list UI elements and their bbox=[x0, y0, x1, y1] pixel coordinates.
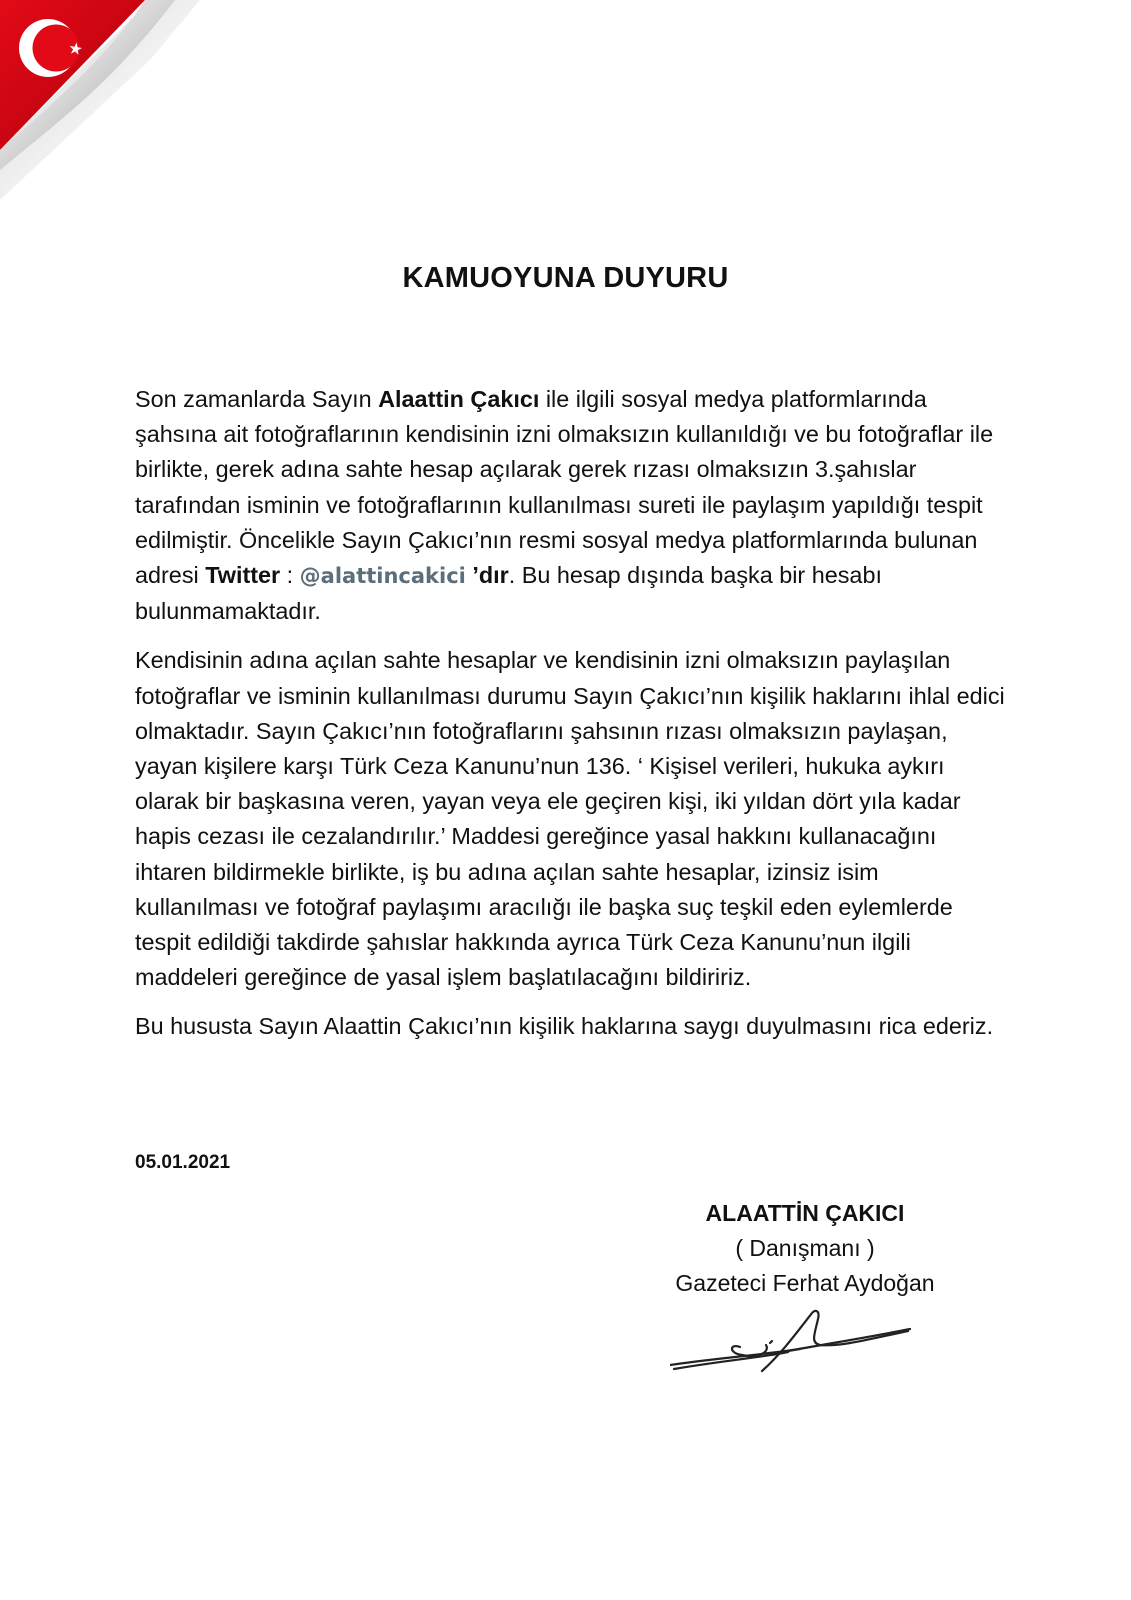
p1-text-3: : bbox=[280, 562, 300, 589]
paragraph-3: Bu hususta Sayın Alaattin Çakıcı’nın kişilik haklarına saygı duyulmasını rica ederiz. bbox=[135, 1013, 994, 1040]
turkish-flag-icon bbox=[0, 0, 200, 200]
handwritten-signature bbox=[670, 1305, 930, 1385]
p1-text-2: ile ilgili sosyal medya platformlarında şahsına ait fotoğraflarının kendisinin izni olmaksızın kullanıldığı ve bu fotoğraflar ile birlikte, gerek adına sahte hesap açılarak gerek rızası olmaksızın 3.şahıslar tarafından isminin ve fotoğraflarının kullanılması sureti ile paylaşım yapıldığı tespit edilmiştir. Öncelikle Sayın Çakıcı’nın resmi sosyal medya platformlarında bulunan adresi bbox=[135, 386, 994, 589]
announcement-body bbox=[135, 382, 1005, 1059]
name-bold: Alaattin Çakıcı bbox=[378, 386, 540, 412]
page-title: KAMUOYUNA DUYURU bbox=[402, 262, 729, 294]
signatory-role: ( Danışmanı ) bbox=[735, 1235, 875, 1261]
signatory-name: ALAATTİN ÇAKICI bbox=[705, 1200, 905, 1226]
p1-text-4: . Bu hesap dışında başka bir hesabı bulunmamaktadır. bbox=[135, 562, 882, 625]
paragraph-1 bbox=[135, 382, 1005, 629]
paragraph-2: Kendisinin adına açılan sahte hesaplar ve kendisinin izni olmaksızın paylaşılan fotoğraflar ve isminin kullanılması durumu Sayın Çakıcı’nın kişilik haklarını ihlal edici olmaktadır. Sayın Çakıcı’nın fotoğraflarını şahsının rızası olmaksızın paylaşan, yayan kişilere karşı Türk Ceza Kanunu’nun 136. ‘ Kişisel verileri, hukuka aykırı olarak bir başkasına veren, yayan veya ele geçiren kişi, iki yıldan dört yıla kadar hapis cezası ile cezalandırılır.’ Maddesi gereğince yasal hakkını kullanacağını ihtaren bildirmekle birlikte, iş bu adına açılan sahte hesaplar, izinsiz isim kullanılması ve fotoğraf paylaşımı aracılığı ile başka suç teşkil eden eylemlerde tespit edildiği takdirde şahıslar hakkında ayrıca Türk Ceza Kanunu’nun ilgili maddeleri gereğince de yasal işlem başlatılacağını bildiririz. bbox=[135, 647, 1005, 991]
document-date: 05.01.2021 bbox=[135, 1152, 231, 1173]
signatory-block bbox=[640, 1196, 970, 1301]
twitter-handle: @alattincakici bbox=[299, 564, 466, 589]
twitter-label: Twitter bbox=[205, 562, 281, 589]
signatory-person: Gazeteci Ferhat Aydoğan bbox=[675, 1270, 935, 1296]
p1-suffix-bold: ’dır bbox=[465, 562, 509, 589]
p1-text-1: Son zamanlarda Sayın bbox=[135, 386, 379, 412]
